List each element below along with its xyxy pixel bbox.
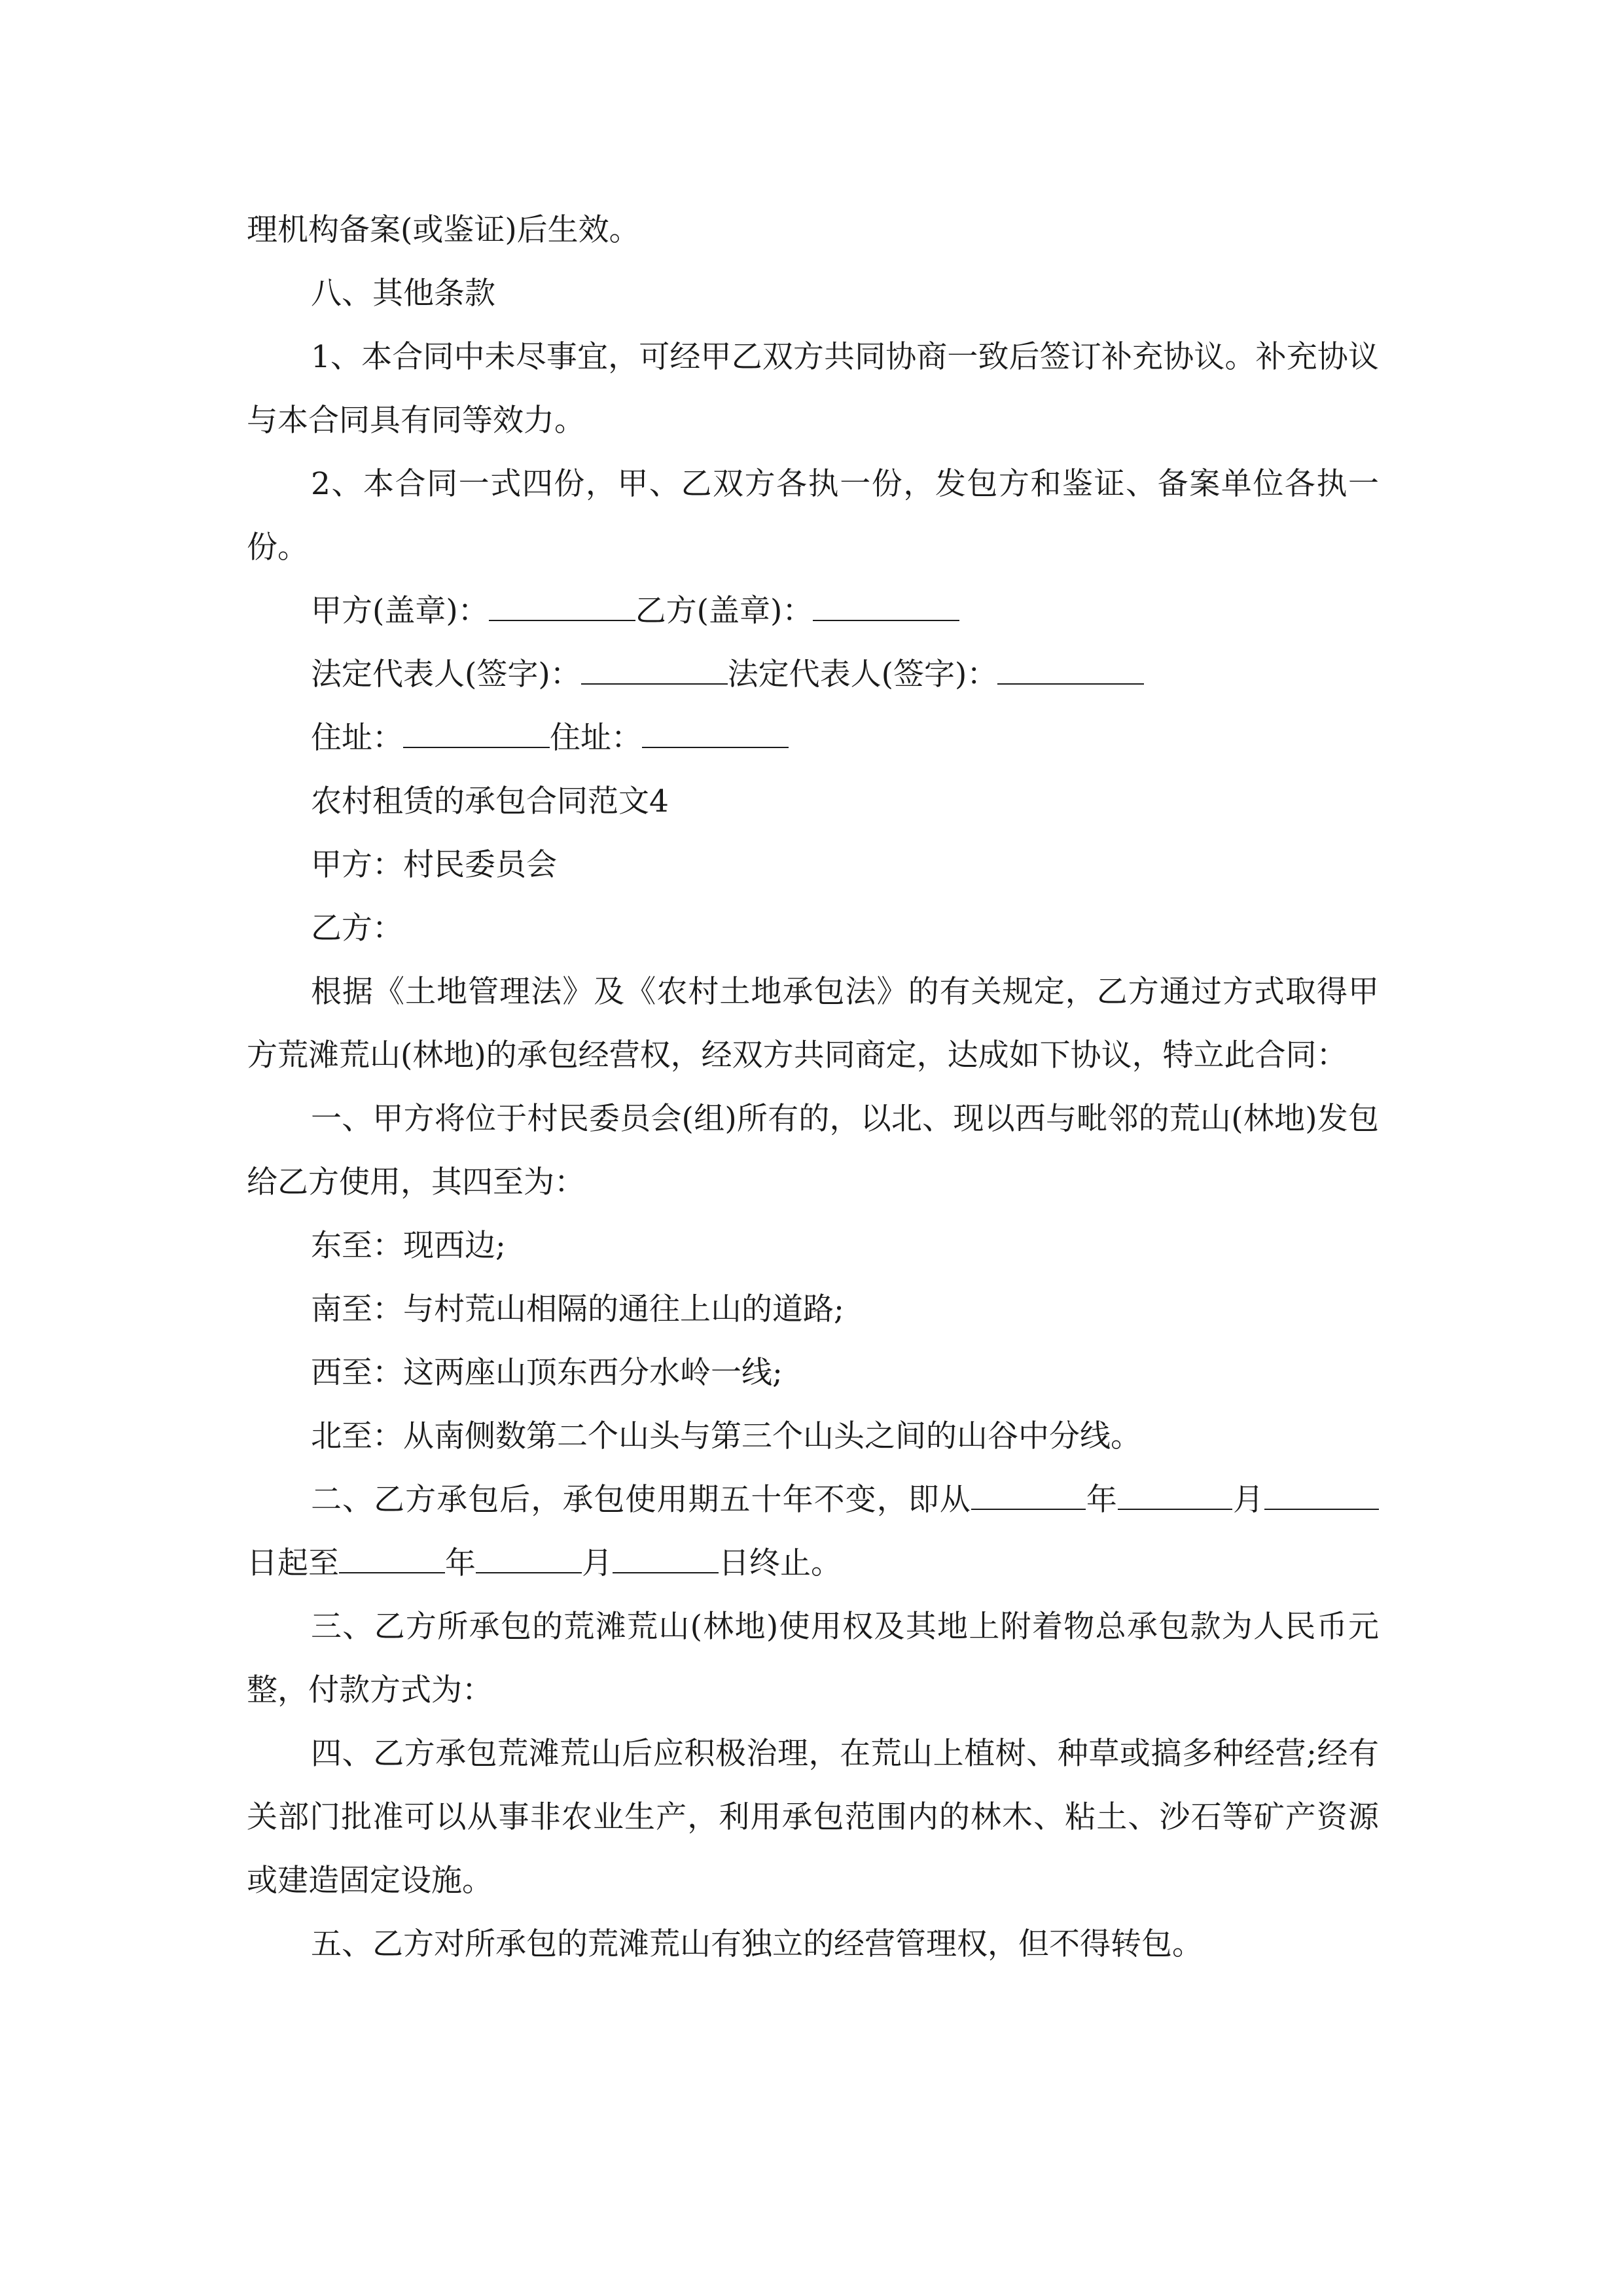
boundary-north: 北至：从南侧数第二个山头与第三个山头之间的山谷中分线。 [311,1418,1141,1454]
clause: 2、本合同一式四份，甲、乙双方各执一份，发包方和鉴证、备案单位各执一份。 [247,466,1379,565]
clause: 五、乙方对所承包的荒滩荒山有独立的经营管理权，但不得转包。 [311,1926,1203,1962]
label: 住址： [550,720,642,756]
blank-field [476,1550,582,1573]
section-heading: 八、其他条款 [311,276,495,312]
text: 月 [582,1545,613,1581]
clause: 1、本合同中未尽事宜，可经甲乙双方共同协商一致后签订补充协议。补充协议与本合同具有同等效力。 [247,339,1379,439]
blank-field [1264,1486,1379,1510]
blank-field [642,725,789,748]
boundary-south: 南至：与村荒山相隔的通往上山的道路; [311,1291,844,1327]
boundary-west: 西至：这两座山顶东西分水岭一线; [311,1355,783,1391]
label: 甲方(盖章)： [311,593,489,629]
blank-field [1118,1486,1232,1510]
text: 年 [445,1545,476,1581]
clause: 一、甲方将位于村民委员会(组)所有的，以北、现以西与毗邻的荒山(林地)发包给乙方使用，其四至为： [247,1101,1379,1200]
clause: 三、乙方所承包的荒滩荒山(林地)使用权及其地上附着物总承包款为人民币元整，付款方式为： [247,1609,1379,1708]
text: 日起至 [247,1545,339,1581]
blank-field [581,661,728,685]
blank-field [403,725,550,748]
signature-line-seal [247,579,1379,643]
blank-field [489,598,635,621]
blank-field [813,598,959,621]
label: 法定代表人(签字)： [727,656,998,692]
text: 日终止。 [719,1545,842,1581]
clause-term [247,1468,1379,1595]
boundary-east: 东至：现西边; [311,1228,506,1264]
label: 乙方(盖章)： [635,593,813,629]
blank-field [339,1550,445,1573]
party-b: 乙方： [311,910,403,946]
text: 月 [1232,1482,1265,1518]
blank-field [613,1550,719,1573]
document-body [247,198,1379,1976]
signature-line-representative [247,643,1379,706]
preamble: 根据《土地管理法》及《农村土地承包法》的有关规定，乙方通过方式取得甲方荒滩荒山(林地)的承包经营权，经双方共同商定，达成如下协议，特立此合同： [247,974,1379,1073]
contract-title: 农村租赁的承包合同范文4 [311,783,669,819]
label: 法定代表人(签字)： [311,656,581,692]
blank-field [971,1486,1086,1510]
paragraph: 理机构备案(或鉴证)后生效。 [247,212,640,248]
blank-field [997,661,1144,685]
clause: 四、乙方承包荒滩荒山后应积极治理，在荒山上植树、种草或搞多种经营;经有关部门批准可以从事非农业生产，利用承包范围内的林木、粘土、沙石等矿产资源或建造固定设施。 [247,1736,1379,1899]
party-a: 甲方：村民委员会 [311,847,557,883]
text: 二、乙方承包后，承包使用期五十年不变，即从 [311,1482,971,1518]
label: 住址： [311,720,403,756]
signature-line-address [247,706,1379,770]
text: 年 [1085,1482,1118,1518]
